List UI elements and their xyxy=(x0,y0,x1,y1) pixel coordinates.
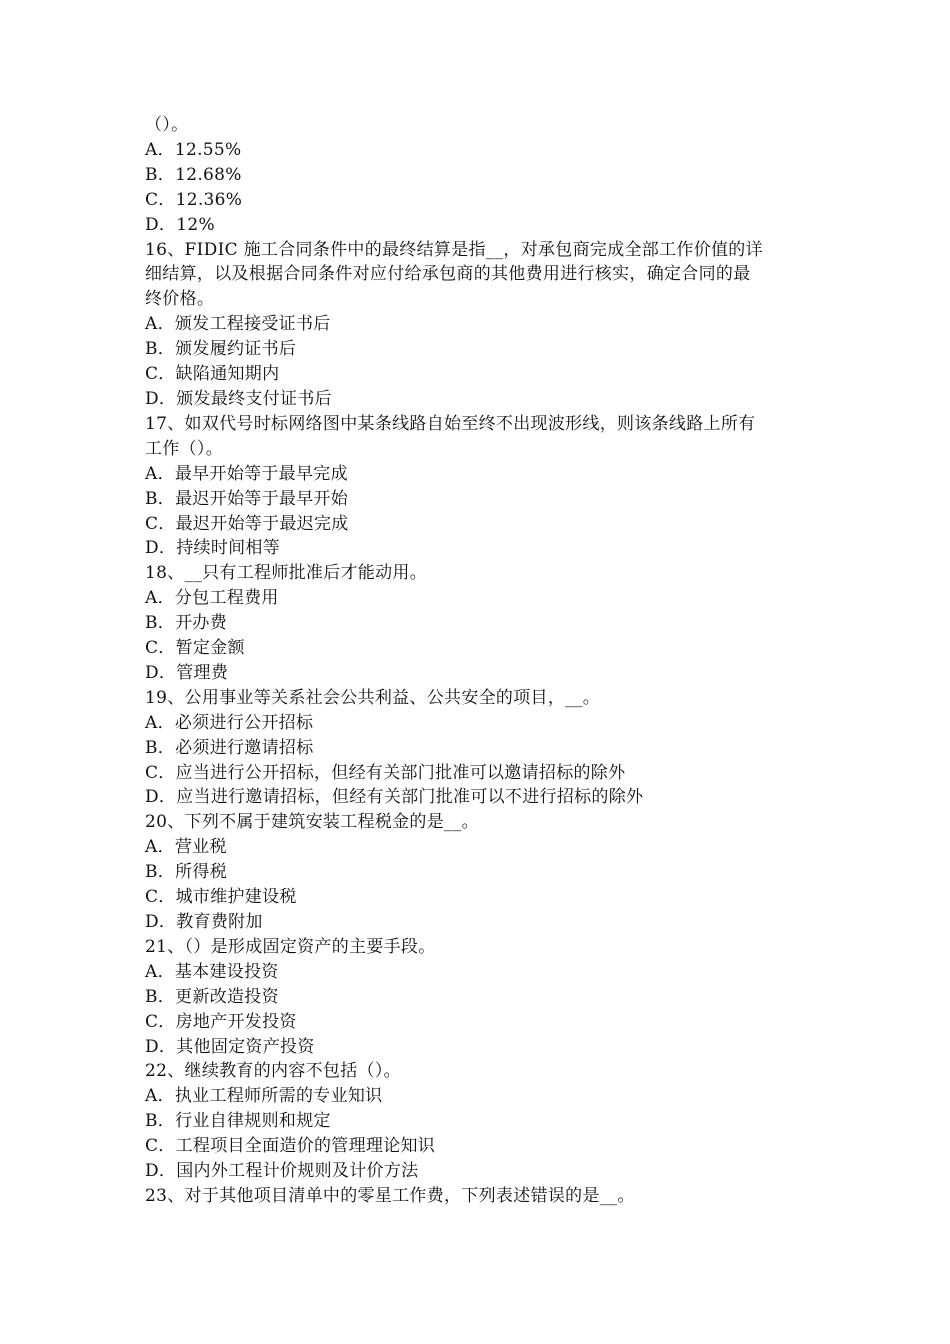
option-d: D．国内外工程计价规则及计价方法 xyxy=(145,1161,419,1182)
option-a: A．执业工程师所需的专业知识 xyxy=(145,1086,383,1107)
option-b: B．最迟开始等于最早开始 xyxy=(145,488,349,509)
question-17 xyxy=(145,412,815,561)
option-c: C．暂定金额 xyxy=(145,638,245,659)
question-text: 工作（）。 xyxy=(145,438,223,459)
question-20 xyxy=(145,810,815,935)
option-d: D．教育费附加 xyxy=(145,912,263,932)
question-text: 23、对于其他项目清单中的零星工作费，下列表述错误的是__。 xyxy=(145,1185,635,1206)
question-22 xyxy=(145,1059,815,1184)
question-23 xyxy=(145,1184,815,1209)
option-b: B．所得税 xyxy=(145,862,227,883)
question-text: 终价格。 xyxy=(145,289,215,310)
option-a: A．必须进行公开招标 xyxy=(145,712,314,733)
question-text: 细结算，以及根据合同条件对应付给承包商的其他费用进行核实，确定合同的最 xyxy=(145,264,751,285)
option-a: A．营业税 xyxy=(145,837,227,858)
question-text: 17、如双代号时标网络图中某条线路自始至终不出现波形线，则该条线路上所有 xyxy=(145,413,756,434)
question-text: 22、继续教育的内容不包括（）。 xyxy=(145,1061,401,1082)
option-a: A．颁发工程接受证书后 xyxy=(145,314,331,335)
option-d: D．其他固定资产投资 xyxy=(145,1036,315,1057)
option-d: D．应当进行邀请招标，但经有关部门批准可以不进行招标的除外 xyxy=(145,787,644,808)
option-d: D．12% xyxy=(145,214,215,235)
option-b: B．12.68% xyxy=(145,164,242,185)
option-d: D．管理费 xyxy=(145,662,229,683)
question-text: 18、__只有工程师批准后才能动用。 xyxy=(145,563,428,584)
question-19 xyxy=(145,686,815,811)
option-a: A．最早开始等于最早完成 xyxy=(145,463,348,484)
option-c: C．房地产开发投资 xyxy=(145,1011,297,1032)
option-c: C．12.36% xyxy=(145,189,243,210)
option-c: C．工程项目全面造价的管理理论知识 xyxy=(145,1136,436,1157)
option-b: B．颁发履约证书后 xyxy=(145,339,297,360)
question-16 xyxy=(145,238,815,412)
option-b: B．行业自律规则和规定 xyxy=(145,1111,331,1132)
question-text: 20、下列不属于建筑安装工程税金的是__。 xyxy=(145,812,479,833)
question-18 xyxy=(145,561,815,686)
option-b: B．开办费 xyxy=(145,613,227,634)
question-text: 16、FIDIC 施工合同条件中的最终结算是指__，对承包商完成全部工作价值的详 xyxy=(145,239,763,260)
question-21 xyxy=(145,935,815,1060)
option-c: C．应当进行公开招标，但经有关部门批准可以邀请招标的除外 xyxy=(145,762,626,783)
q15-options xyxy=(145,138,815,238)
option-b: B．必须进行邀请招标 xyxy=(145,737,314,758)
option-a: A．分包工程费用 xyxy=(145,588,279,609)
lead-line: （）。 xyxy=(145,115,189,135)
option-b: B．更新改造投资 xyxy=(145,986,279,1007)
option-d: D．持续时间相等 xyxy=(145,538,281,559)
option-d: D．颁发最终支付证书后 xyxy=(145,388,332,409)
option-a: A．12.55% xyxy=(145,139,242,160)
option-c: C．城市维护建设税 xyxy=(145,887,297,908)
option-a: A．基本建设投资 xyxy=(145,961,279,982)
option-c: C．缺陷通知期内 xyxy=(145,364,280,385)
question-text: 21、（）是形成固定资产的主要手段。 xyxy=(145,936,436,957)
question-text: 19、公用事业等关系社会公共利益、公共安全的项目，__。 xyxy=(145,687,601,708)
document-page xyxy=(145,113,815,1209)
option-c: C．最迟开始等于最迟完成 xyxy=(145,513,349,534)
